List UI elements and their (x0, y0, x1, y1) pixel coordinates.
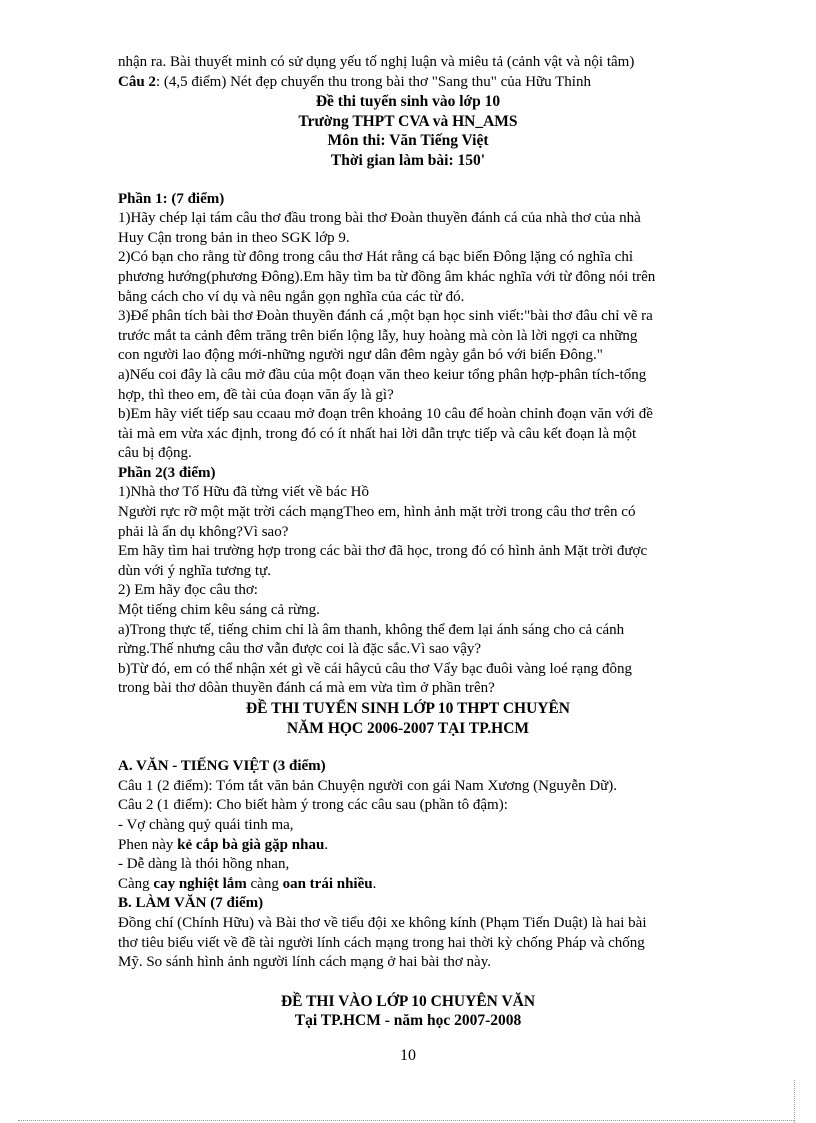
text-line: 1)Nhà thơ Tố Hữu đã từng viết về bác Hồ (118, 484, 369, 501)
exam-title: ĐỀ THI VÀO LỚP 10 CHUYÊN VĂN (280, 992, 536, 1010)
text-span: . (372, 875, 377, 892)
text-line: nhận ra. Bài thuyết minh có sử dụng yếu tố nghị luận và miêu tả (cảnh vật và nội tâm) (118, 54, 635, 70)
text-line: Một tiếng chim kêu sáng cả rừng. (118, 602, 320, 619)
text-line: trong bài thơ dôàn thuyền đánh cá mà em vừa tìm ở phần trên? (118, 680, 495, 697)
text-line: hợp, thì theo em, đề tài của đoạn văn ấy là gì? (118, 386, 394, 403)
text-span: Phen này (118, 836, 178, 853)
exam-title: Đề thi tuyển sinh vào lớp 10 (315, 93, 501, 111)
text-span: càng (246, 875, 283, 892)
subject-title: Môn thi: Văn Tiếng Việt (327, 132, 489, 150)
text-line: bằng cách cho ví dụ và nêu ngắn gọn nghĩa của các từ đó. (118, 288, 465, 305)
text-line: Đồng chí (Chính Hữu) và Bài thơ về tiểu đội xe không kính (Phạm Tiến Duật) là hai bài (118, 914, 647, 931)
text-line: Mỹ. So sánh hình ảnh người lính cách mạng ở hai bài thơ này. (118, 954, 491, 971)
text-line: 3)Để phân tích bài thơ Đoàn thuyền đánh cá ,một bạn học sinh viết:"bài thơ đâu chỉ vẽ ra (118, 308, 653, 325)
school-title: Trường THPT CVA và HN_AMS (298, 112, 518, 130)
page-number: 10 (400, 1047, 416, 1064)
text-line: b)Từ đó, em có thể nhận xét gì về cái hâycủ câu thơ Vẩy bạc đuôi vàng loé rạng đông (118, 660, 632, 677)
text-line: Em hãy tìm hai trường hợp trong các bài thơ đã học, trong đó có hình ảnh Mặt trời được (118, 543, 648, 560)
section-heading: A. VĂN - TIẾNG VIỆT (3 điểm) (118, 758, 326, 775)
text-line: rừng.Thế nhưng câu thơ vẫn được coi là đặc sắc.Vì sao vậy? (118, 641, 482, 658)
exam-title: ĐỀ THI TUYỂN SINH LỚP 10 THPT CHUYÊN (245, 700, 570, 717)
text-line: a)Trong thực tế, tiếng chim chỉ là âm thanh, không thể đem lại ánh sáng cho cả cánh (118, 621, 625, 638)
text-span: . (324, 836, 329, 853)
text-line: Người rực rỡ một mặt trời cách mạngTheo em, hình ảnh mặt trời trong câu thơ trên có (118, 504, 636, 521)
text-line: dùn với ý nghĩa tương tự. (118, 562, 271, 579)
text-line (118, 73, 698, 93)
bold-span: cay nghiệt lắm (153, 875, 247, 892)
text-line (118, 875, 698, 895)
text-line: phải là ẩn dụ không?Vì sao? (118, 523, 289, 540)
text-line (118, 836, 698, 856)
exam-year-title: Tại TP.HCM - năm học 2007-2008 (294, 1012, 522, 1030)
section-heading: Phần 1: (7 điểm) (118, 190, 225, 207)
question-label: Câu 2 (118, 73, 156, 90)
text-line: thơ tiêu biểu viết về đề tài người lính cách mạng trong hai thời kỳ chống Pháp và chống (118, 934, 645, 951)
question-text: : (4,5 điểm) Nét đẹp chuyển thu trong bài thơ "Sang thu" của Hữu Thỉnh (155, 73, 591, 90)
text-line: con người lao động mới-những người ngư dân đêm ngày gắn bó với biển Đông." (118, 347, 603, 364)
text-line: b)Em hãy viết tiếp sau ccaau mở đoạn trên khoảng 10 câu để hoàn chỉnh đoạn văn với đề (118, 406, 653, 423)
bold-span: kẻ cắp bà già gặp nhau (177, 836, 325, 853)
exam-year-title: NĂM HỌC 2006-2007 TẠI TP.HCM (286, 719, 530, 737)
text-line: 2) Em hãy đọc câu thơ: (118, 582, 258, 599)
section-heading: B. LÀM VĂN (7 điểm) (118, 895, 264, 912)
footer-divider (18, 1120, 794, 1121)
text-line: Huy Cận trong bản in theo SGK lớp 9. (118, 229, 350, 246)
text-line: phương hướng(phương Đông).Em hãy tìm ba từ đồng âm khác nghĩa với từ đông nói trên (118, 268, 656, 285)
text-line: Câu 2 (1 điểm): Cho biết hàm ý trong các câu sau (phần tô đậm): (118, 797, 508, 814)
text-line: a)Nếu coi đây là câu mở đầu của một đoạn văn theo keiur tổng phân hợp-phân tích-tổng (118, 366, 647, 383)
text-line: câu bị động. (118, 445, 192, 462)
text-span: Càng (118, 875, 154, 892)
text-line: Câu 1 (2 điểm): Tóm tắt văn bản Chuyện người con gái Nam Xương (Nguyễn Dữ). (118, 777, 618, 794)
text-line: trước mắt ta cảnh đêm trăng trên biển lộng lẫy, huy hoàng mà còn là lời ngợi ca những (118, 327, 638, 344)
text-line: 1)Hãy chép lại tám câu thơ đầu trong bài thơ Đoàn thuyền đánh cá của nhà thơ của nhà (118, 210, 641, 227)
text-line: tài mà em vừa xác định, trong đó có ít nhất hai lời dẫn trực tiếp và câu kết đoạn là một (118, 425, 637, 442)
side-divider (794, 1080, 795, 1123)
time-title: Thời gian làm bài: 150' (330, 151, 486, 169)
text-line: - Dễ dàng là thói hồng nhan, (118, 856, 290, 873)
section-heading: Phần 2(3 điểm) (118, 464, 216, 481)
text-line: 2)Có bạn cho rằng từ đông trong câu thơ Hát rằng cá bạc biển Đông lặng có nghĩa chỉ (118, 249, 634, 266)
bold-span: oan trái nhiều (282, 875, 373, 892)
text-line: - Vợ chàng quỷ quái tinh ma, (118, 816, 294, 833)
document-page (118, 53, 698, 1031)
